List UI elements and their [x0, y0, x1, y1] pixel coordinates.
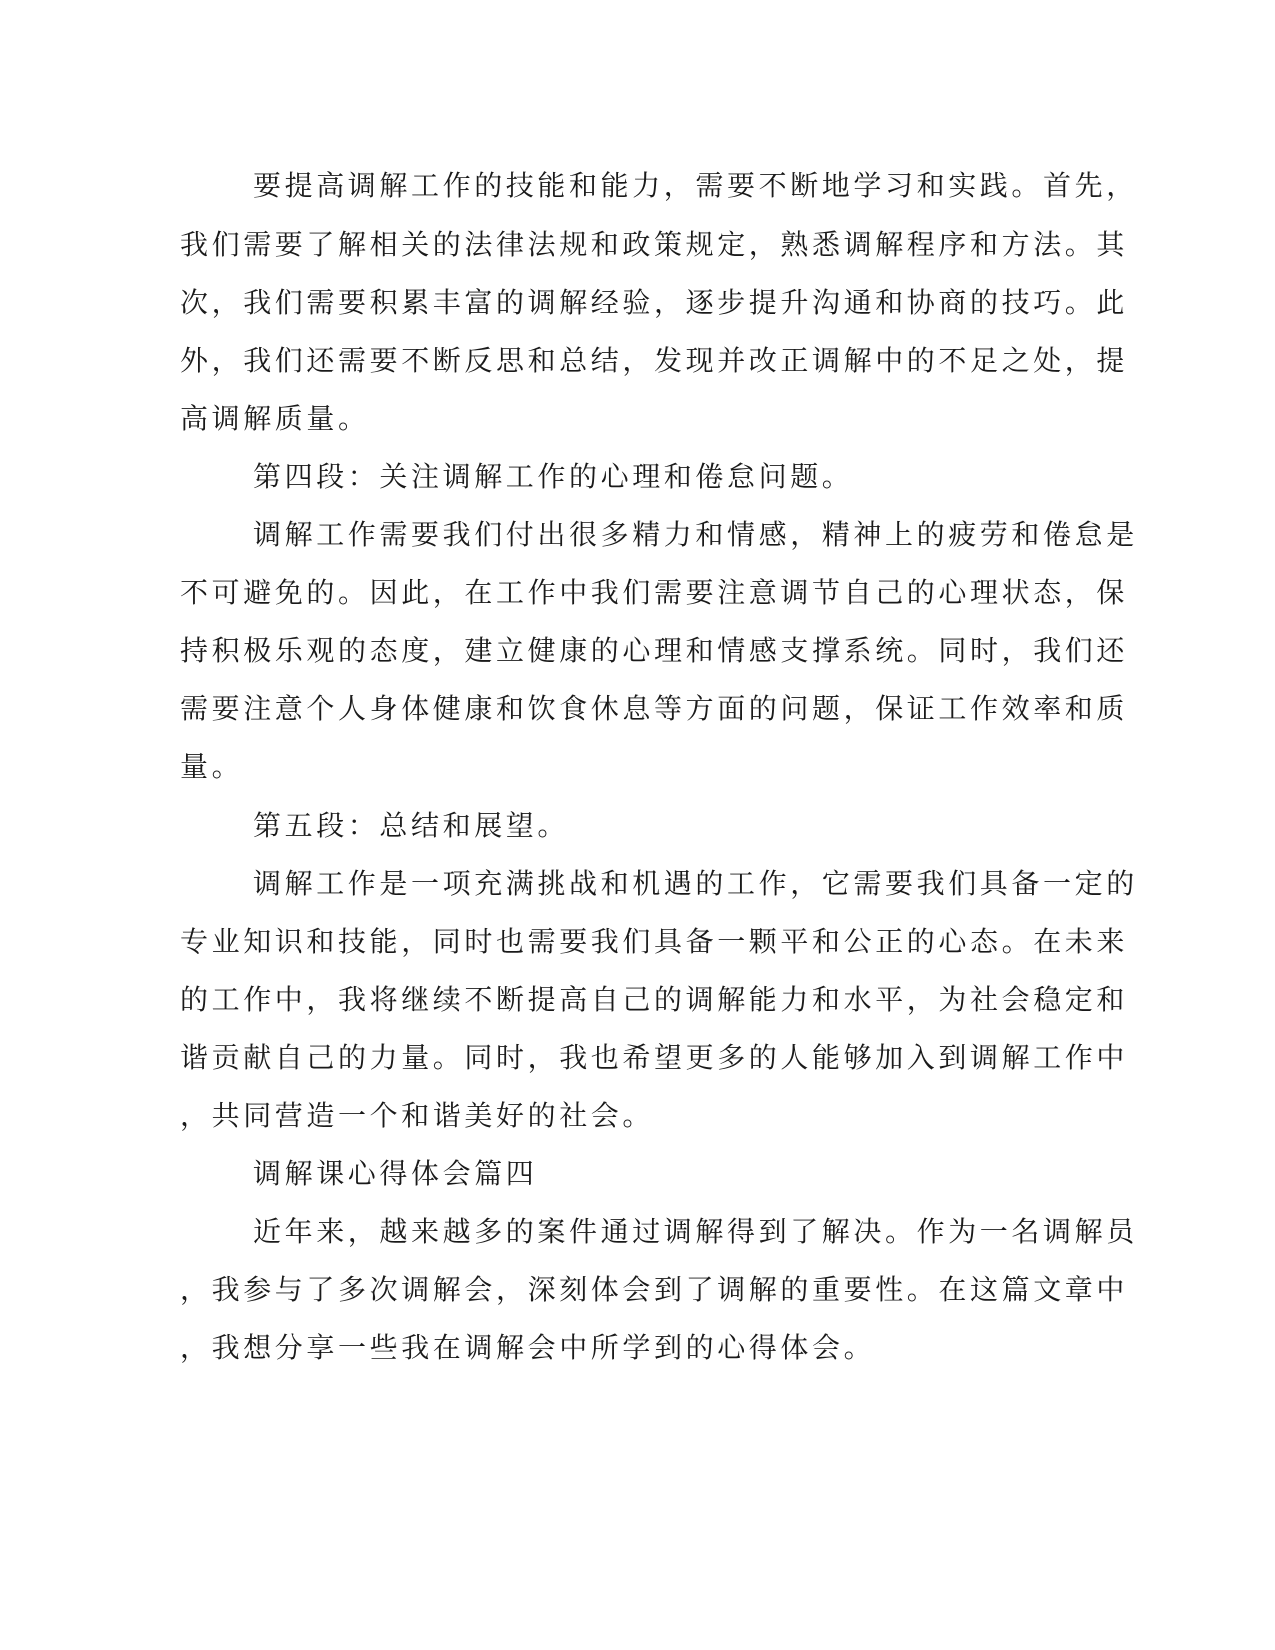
- section-heading: 第四段：关注调解工作的心理和倦怠问题。: [253, 460, 854, 493]
- text-line: ，我想分享一些我在调解会中所学到的心得体会。: [180, 1331, 876, 1364]
- text-line: 高调解质量。: [180, 402, 370, 435]
- text-line: 的工作中，我将继续不断提高自己的调解能力和水平，为社会稳定和: [180, 983, 1129, 1016]
- text-line: 外，我们还需要不断反思和总结，发现并改正调解中的不足之处，提: [180, 344, 1129, 377]
- text-line: 谐贡献自己的力量。同时，我也希望更多的人能够加入到调解工作中: [180, 1041, 1129, 1074]
- text-line: 次，我们需要积累丰富的调解经验，逐步提升沟通和协商的技巧。此: [180, 286, 1129, 319]
- text-line: 持积极乐观的态度，建立健康的心理和情感支撑系统。同时，我们还: [180, 634, 1129, 667]
- text-line: 调解工作需要我们付出很多精力和情感，精神上的疲劳和倦怠是: [253, 518, 1138, 551]
- text-line: ，共同营造一个和谐美好的社会。: [180, 1099, 655, 1132]
- text-line: 不可避免的。因此，在工作中我们需要注意调节自己的心理状态，保: [180, 576, 1129, 609]
- text-line: 需要注意个人身体健康和饮食休息等方面的问题，保证工作效率和质: [180, 692, 1129, 725]
- text-line: 量。: [180, 750, 244, 783]
- text-line: 近年来，越来越多的案件通过调解得到了解决。作为一名调解员: [253, 1215, 1138, 1248]
- text-line: ，我参与了多次调解会，深刻体会到了调解的重要性。在这篇文章中: [180, 1273, 1129, 1306]
- section-heading: 第五段：总结和展望。: [253, 809, 570, 842]
- text-line: 我们需要了解相关的法律法规和政策规定，熟悉调解程序和方法。其: [180, 228, 1129, 261]
- text-line: 专业知识和技能，同时也需要我们具备一颗平和公正的心态。在未来: [180, 925, 1129, 958]
- text-line: 要提高调解工作的技能和能力，需要不断地学习和实践。首先，: [253, 169, 1138, 202]
- article-title: 调解课心得体会篇四: [253, 1157, 538, 1190]
- text-line: 调解工作是一项充满挑战和机遇的工作，它需要我们具备一定的: [253, 867, 1138, 900]
